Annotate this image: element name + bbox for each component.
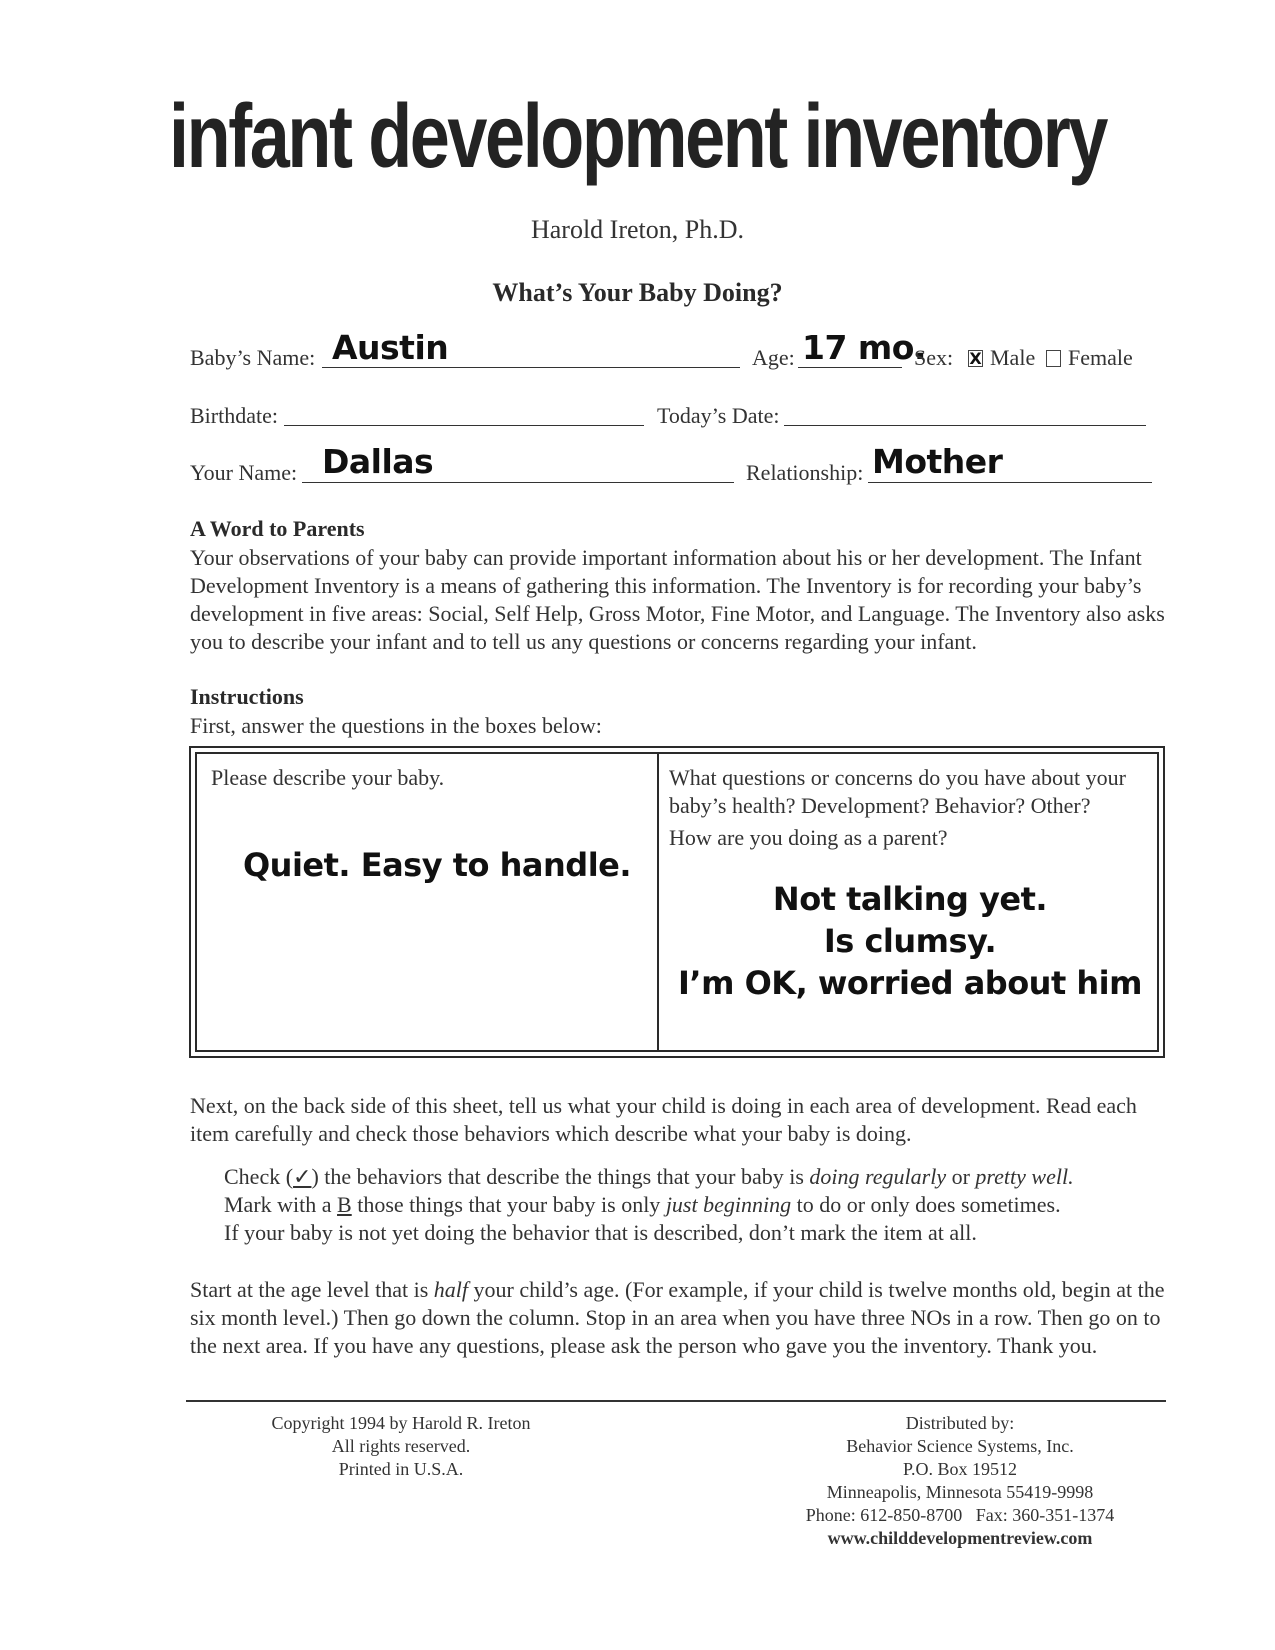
mark-emphasis: just beginning xyxy=(665,1192,792,1217)
check-emphasis-regularly: doing regularly xyxy=(809,1164,947,1189)
distributor-line: Minneapolis, Minnesota 55419-9998 xyxy=(826,1482,1094,1502)
relationship-label: Relationship: xyxy=(746,460,864,485)
copyright-block xyxy=(236,1412,566,1481)
concerns-answer-line: Is clumsy. xyxy=(823,922,997,960)
distributor-line: Behavior Science Systems, Inc. xyxy=(846,1436,1074,1456)
question-boxes xyxy=(189,746,1165,1058)
age-label: Age: xyxy=(752,345,795,370)
mark-prefix: Mark with a xyxy=(224,1192,338,1217)
todays-date-field[interactable] xyxy=(784,425,1146,426)
start-suffix: your child’s age. (For example, if your child is twelve months old, begin at the six month level.) Then go down the column. Stop in an area when you have three NOs in a row. Then go on to the next area. If you have any questions, please ask the person who gave you the inventory. Thank you. xyxy=(190,1277,1165,1358)
check-emphasis-well: pretty well. xyxy=(975,1164,1074,1189)
word-to-parents-heading: A Word to Parents xyxy=(190,516,365,541)
mark-suffix: to do or only does sometimes. xyxy=(791,1192,1061,1217)
start-instructions xyxy=(190,1276,1170,1360)
footer-divider xyxy=(186,1400,1166,1402)
female-label: Female xyxy=(1068,345,1133,370)
author: Harold Ireton, Ph.D. xyxy=(530,215,744,244)
birthdate-field[interactable] xyxy=(284,425,644,426)
describe-baby-answer[interactable]: Quiet. Easy to handle. xyxy=(242,846,632,884)
website-link[interactable]: www.childdevelopmentreview.com xyxy=(827,1528,1093,1548)
male-label: Male xyxy=(990,345,1036,370)
baby-name-line xyxy=(322,367,740,368)
instructions-heading: Instructions xyxy=(190,684,304,709)
sex-label: Sex: xyxy=(914,345,954,370)
check-or: or xyxy=(946,1164,976,1189)
relationship-line xyxy=(868,482,1152,483)
concerns-answer[interactable] xyxy=(659,878,1161,1004)
distributor-line: Distributed by: xyxy=(905,1413,1015,1433)
copyright-line: Copyright 1994 by Harold R. Ireton xyxy=(271,1413,531,1433)
check-instruction xyxy=(224,1164,1074,1190)
start-prefix: Start at the age level that is xyxy=(190,1277,434,1302)
concerns-prompt: What questions or concerns do you have about your baby’s health? Development? Behavior? Other? xyxy=(669,765,1126,818)
age-line xyxy=(798,367,902,368)
distributor-line: Phone: 612-850-8700 Fax: 360-351-1374 xyxy=(805,1505,1115,1525)
concerns-answer-line: I’m OK, worried about him xyxy=(678,964,1142,1002)
next-instructions: Next, on the back side of this sheet, tell us what your child is doing in each area of development. Read each item carefully and check those behaviors which describe what your baby is doing. xyxy=(190,1093,1137,1146)
concerns-answer-line: Not talking yet. xyxy=(772,880,1048,918)
describe-baby-prompt: Please describe your baby. xyxy=(211,765,445,790)
parent-prompt: How are you doing as a parent? xyxy=(669,825,948,850)
your-name-label: Your Name: xyxy=(190,460,298,485)
baby-name-value[interactable]: Austin xyxy=(332,328,449,367)
mark-instruction xyxy=(224,1192,1061,1218)
check-middle: ) the behaviors that describe the things that your baby is xyxy=(311,1164,810,1189)
start-emphasis: half xyxy=(433,1277,468,1302)
female-checkbox[interactable] xyxy=(1046,350,1061,367)
relationship-value[interactable]: Mother xyxy=(872,442,1003,481)
not-yet-instruction: If your baby is not yet doing the behavior that is described, don’t mark the item at all. xyxy=(224,1220,977,1245)
your-name-value[interactable]: Dallas xyxy=(322,442,434,481)
male-checkbox[interactable]: X xyxy=(969,349,982,368)
word-to-parents-text: Your observations of your baby can provide important information about his or her development. The Infant Development Inventory is a means of gathering this information. The Inventory is for recording your baby’s development in five areas: Social, Self Help, Gross Motor, Fine Motor, and Language. The Inventory also asks you to describe your infant and to tell us any questions or concerns regarding your infant. xyxy=(190,545,1165,654)
todays-date-label: Today’s Date: xyxy=(657,403,780,428)
instructions-intro: First, answer the questions in the boxes below: xyxy=(190,713,602,738)
your-name-line xyxy=(302,482,734,483)
copyright-line: All rights reserved. xyxy=(331,1436,471,1456)
copyright-line: Printed in U.S.A. xyxy=(338,1459,464,1479)
document-title: infant development inventory xyxy=(169,87,1106,187)
mark-letter-b: B xyxy=(337,1192,352,1217)
form-subtitle: What’s Your Baby Doing? xyxy=(492,278,783,307)
distributor-block xyxy=(760,1412,1160,1550)
birthdate-label: Birthdate: xyxy=(190,403,278,428)
distributor-line: P.O. Box 19512 xyxy=(902,1459,1018,1479)
checkmark-symbol: ✓ xyxy=(293,1164,312,1189)
question-boxes-inner xyxy=(195,752,1159,1052)
age-value[interactable]: 17 mo. xyxy=(802,328,927,367)
check-prefix: Check ( xyxy=(224,1164,294,1189)
baby-name-label: Baby’s Name: xyxy=(190,345,316,370)
mark-middle: those things that your baby is only xyxy=(351,1192,666,1217)
